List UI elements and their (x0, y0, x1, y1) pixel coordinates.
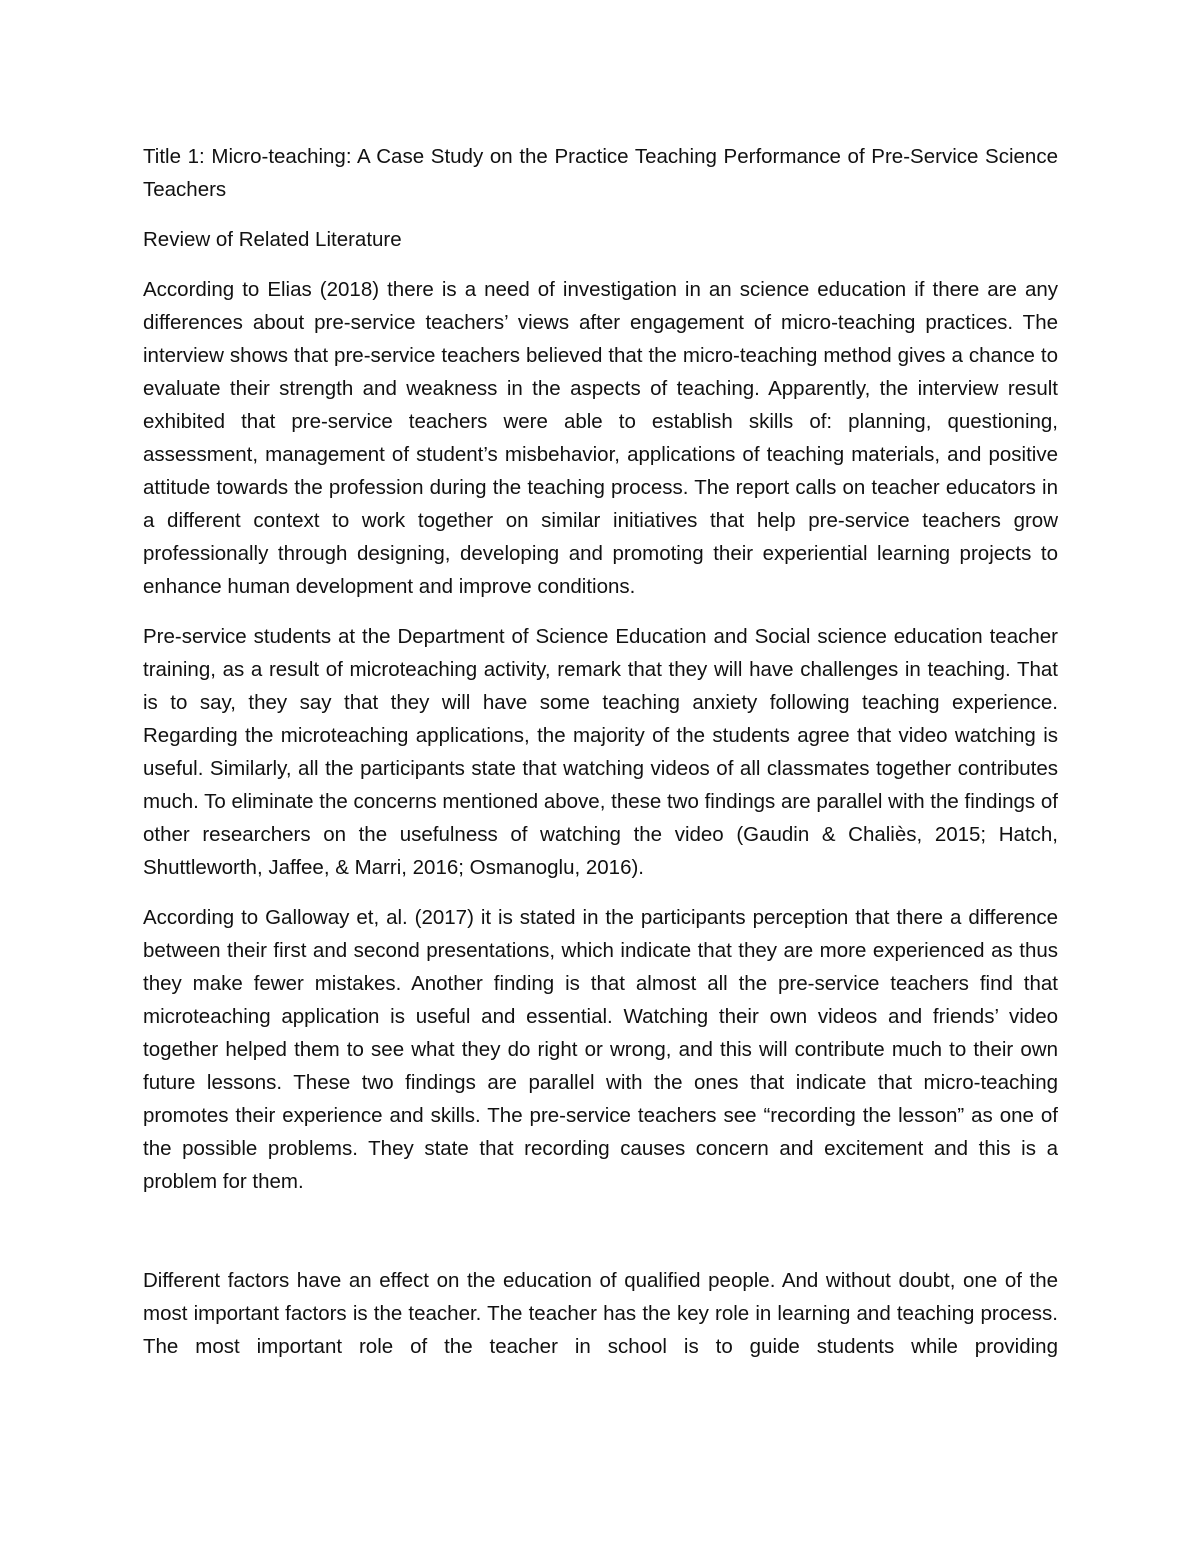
section-heading: Review of Related Literature (143, 228, 402, 251)
paragraph-pre-service-students: Pre-service students at the Department of Science Education and Social science education teacher training, as a result of microteaching activity, remark that they will have challenges in teaching. That is to say, they say that they will have some teaching anxiety following teaching experience. Regarding the microteaching applications, the majority of the students agree that video watching is useful. Similarly, all the participants state that watching videos of all classmates together contributes much. To eliminate the concerns mentioned above, these two findings are parallel with the findings of other researchers on the usefulness of watching the video (Gaudin & Chaliès, 2015; Hatch, Shuttleworth, Jaffee, & Marri, 2016; Osmanoglu, 2016). (143, 625, 1058, 879)
paragraph-different-factors: Different factors have an effect on the education of qualified people. And without doubt, one of the most important factors is the teacher. The teacher has the key role in learning and teaching process. The most important role of the teacher in school is to guide students while providing (143, 1269, 1058, 1358)
paragraph-elias: According to Elias (2018) there is a need of investigation in an science education if there are any differences about pre-service teachers’ views after engagement of micro-teaching practices. The interview shows that pre-service teachers believed that the micro-teaching method gives a chance to evaluate their strength and weakness in the aspects of teaching. Apparently, the interview result exhibited that pre-service teachers were able to establish skills of: planning, questioning, assessment, management of student’s misbehavior, applications of teaching materials, and positive attitude towards the profession during the teaching process. The report calls on teacher educators in a different context to work together on similar initiatives that help pre-service teachers grow professionally through designing, developing and promoting their experiential learning projects to enhance human development and improve conditions. (143, 278, 1058, 598)
document-title: Title 1: Micro-teaching: A Case Study on the Practice Teaching Performance of Pre-Service Science Teachers (143, 145, 1058, 201)
paragraph-galloway: According to Galloway et, al. (2017) it is stated in the participants perception that there a difference between their first and second presentations, which indicate that they are more experienced as thus they make fewer mistakes. Another finding is that almost all the pre-service teachers find that microteaching application is useful and essential. Watching their own videos and friends’ video together helped them to see what they do right or wrong, and this will contribute much to their own future lessons. These two findings are parallel with the ones that indicate that micro-teaching promotes their experience and skills. The pre-service teachers see “recording the lesson” as one of the possible problems. They state that recording causes concern and excitement and this is a problem for them. (143, 906, 1058, 1193)
document-body (143, 140, 1058, 1380)
